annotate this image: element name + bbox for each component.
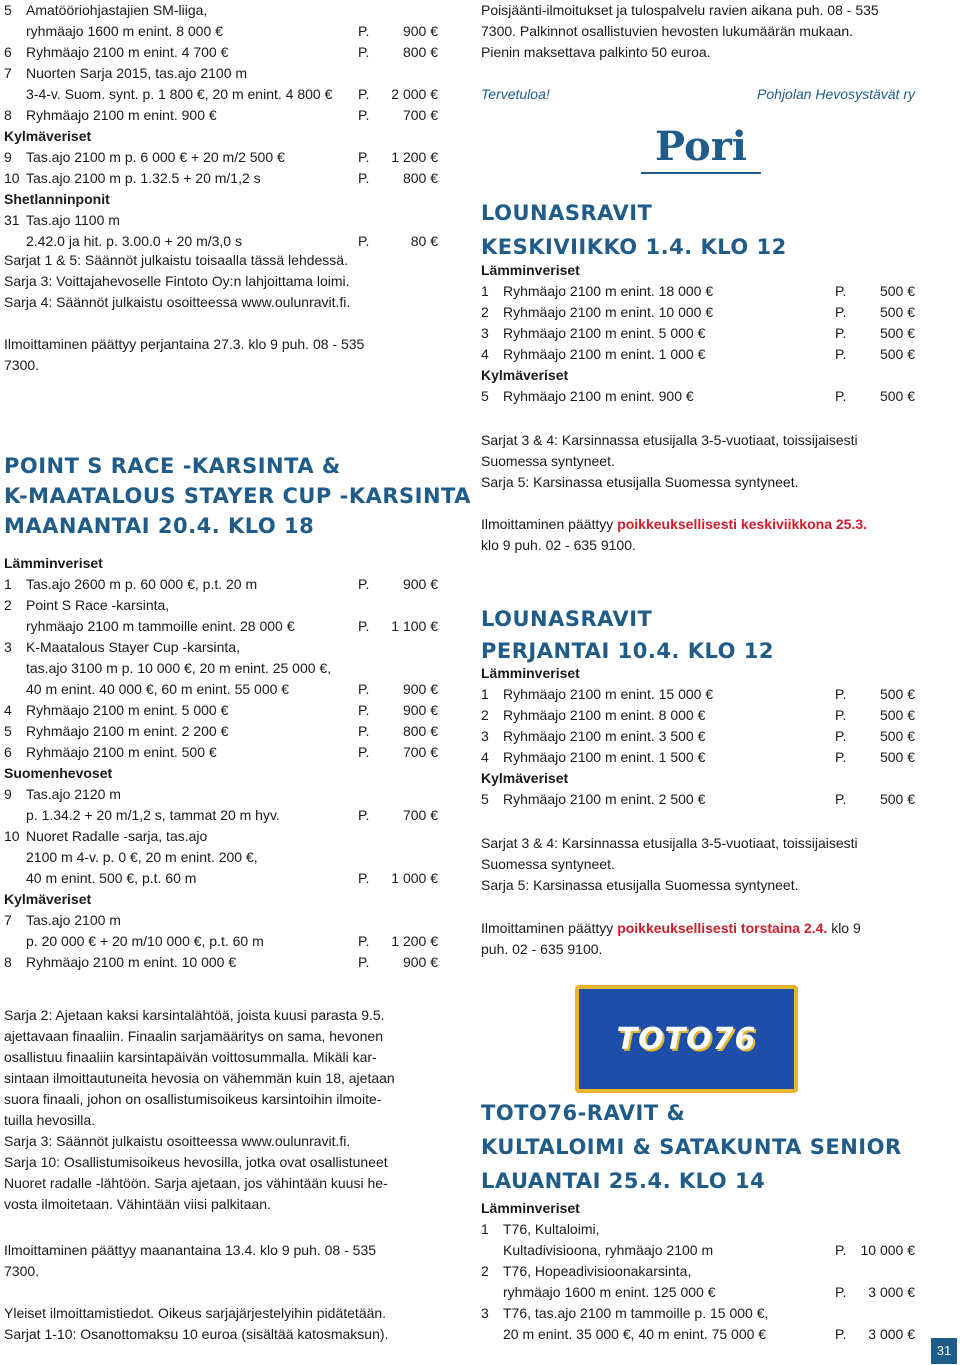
race-number: 1 — [481, 1221, 489, 1237]
prize-label: P. — [358, 149, 370, 165]
intro-text — [481, 0, 921, 63]
race-number: 3 — [481, 728, 489, 744]
race-description: 40 m enint. 40 000 €, 60 m enint. 55 000 € — [26, 681, 290, 697]
race-row — [481, 302, 921, 323]
race-row — [481, 386, 921, 407]
race-description: 20 m enint. 35 000 €, 40 m enint. 75 000 € — [503, 1326, 767, 1342]
section-subheading: Lämminveriset — [481, 665, 580, 681]
prize-label: P. — [835, 325, 847, 341]
registration-note-2 — [4, 1240, 444, 1282]
race-row — [481, 1303, 921, 1324]
race-list-1 — [481, 260, 921, 407]
race-description: Ryhmäajo 2100 m enint. 900 € — [26, 107, 217, 123]
notes-2 — [481, 833, 921, 896]
race-description: ryhmäajo 1600 m enint. 125 000 € — [503, 1284, 716, 1300]
prize-label: P. — [835, 346, 847, 362]
prize-label: P. — [358, 702, 370, 718]
race-description: Ryhmäajo 2100 m enint. 5 000 € — [503, 325, 706, 341]
race-row — [4, 168, 444, 189]
text-line: Sarjat 1 & 5: Säännöt julkaistu toisaalla tässä lehdessä. — [4, 252, 348, 268]
race-description: ryhmäajo 1600 m enint. 8 000 € — [26, 23, 223, 39]
section-subheading: Kylmäveriset — [4, 891, 92, 907]
text-line: LAUANTAI 25.4. KLO 14 — [481, 1169, 766, 1193]
race-description: Ryhmäajo 2100 m enint. 10 000 € — [503, 304, 714, 320]
greeting-row — [481, 84, 921, 105]
welcome-text: Tervetuloa! — [481, 86, 550, 102]
prize-amount: 500 € — [879, 283, 915, 299]
text-line: Nuoret radalle -lähtöön. Sarja ajetaan, jos vähintään kuusi he- — [4, 1175, 388, 1191]
event-heading-3 — [481, 1096, 921, 1198]
race-row — [481, 747, 921, 768]
prize-amount: 1 100 € — [391, 618, 438, 634]
prize-label: P. — [835, 388, 847, 404]
race-row — [481, 1240, 921, 1261]
text-line: POINT S RACE -KARSINTA & — [4, 454, 341, 478]
race-description: Kultadivisioona, ryhmäajo 2100 m — [503, 1242, 714, 1258]
prize-label: P. — [358, 86, 370, 102]
text-line: Sarjat 1-10: Osanottomaksu 10 euroa (sisältää katosmaksun). — [4, 1326, 389, 1342]
text-line: Sarja 4: Säännöt julkaistu osoitteessa www.oulunravit.fi. — [4, 294, 351, 310]
race-description: tas.ajo 3100 m p. 10 000 €, 20 m enint. 25 000 €, — [26, 660, 332, 676]
prize-amount: 900 € — [402, 954, 438, 970]
race-row — [4, 952, 444, 973]
race-row — [481, 1261, 921, 1282]
section-subheading: Kylmäveriset — [481, 770, 569, 786]
race-description: Amatööriohjastajien SM-liiga, — [26, 2, 208, 18]
text-line: ajettavaan finaaliin. Finaalin sarjamääritys on sama, hevonen — [4, 1028, 383, 1044]
race-row — [481, 323, 921, 344]
city-title-block — [481, 122, 921, 174]
race-description: 40 m enint. 500 €, p.t. 60 m — [26, 870, 197, 886]
race-number: 10 — [4, 828, 20, 844]
text-line: tuilla hevosilla. — [4, 1112, 96, 1128]
prize-amount: 1 200 € — [391, 149, 438, 165]
race-number: 5 — [481, 791, 489, 807]
race-number: 1 — [481, 283, 489, 299]
prize-label: P. — [835, 1326, 847, 1342]
prize-label: P. — [358, 933, 370, 949]
race-description: Ryhmäajo 2100 m enint. 2 500 € — [503, 791, 706, 807]
race-row — [481, 789, 921, 810]
race-row — [4, 931, 444, 952]
race-row — [481, 705, 921, 726]
text-line: sintaan ilmoittautuneita hevosia on vähemmän kuin 18, ajetaan — [4, 1070, 395, 1086]
race-row — [4, 742, 444, 763]
race-description: 2.42.0 ja hit. p. 3.00.0 + 20 m/3,0 s — [26, 233, 242, 249]
race-description: T76, Hopeadivisioonakarsinta, — [503, 1263, 692, 1279]
prize-amount: 800 € — [402, 723, 438, 739]
prize-amount: 500 € — [879, 791, 915, 807]
race-description: Tas.ajo 2120 m — [26, 786, 121, 802]
text-line: Sarja 5: Karsinassa etusijalla Suomessa syntyneet. — [481, 474, 799, 490]
race-number: 4 — [481, 749, 489, 765]
race-number: 5 — [4, 723, 12, 739]
race-number: 9 — [4, 149, 12, 165]
prize-amount: 700 € — [402, 744, 438, 760]
text-line: MAANANTAI 20.4. KLO 18 — [4, 514, 315, 538]
race-row — [4, 105, 444, 126]
race-row — [4, 42, 444, 63]
race-row — [4, 658, 444, 679]
race-number: 2 — [481, 1263, 489, 1279]
race-number: 6 — [4, 44, 12, 60]
prize-label: P. — [358, 723, 370, 739]
race-row — [4, 147, 444, 168]
notes-1 — [481, 430, 921, 493]
text-line: Sarja 3: Voittajahevoselle Fintoto Oy:n lahjoittama loimi. — [4, 273, 350, 289]
race-row — [4, 910, 444, 931]
prize-amount: 500 € — [879, 304, 915, 320]
race-row — [4, 63, 444, 84]
race-description: Ryhmäajo 2100 m enint. 8 000 € — [503, 707, 706, 723]
event-heading-point-s — [4, 451, 471, 541]
race-description: Ryhmäajo 2100 m enint. 900 € — [503, 388, 694, 404]
race-description: 3-4-v. Suom. synt. p. 1 800 €, 20 m enint. 4 800 € — [26, 86, 333, 102]
race-row — [4, 0, 444, 21]
race-number: 2 — [481, 304, 489, 320]
race-row — [4, 616, 444, 637]
section-subheading: Lämminveriset — [481, 1200, 580, 1216]
race-row — [4, 595, 444, 616]
race-description: Ryhmäajo 2100 m enint. 18 000 € — [503, 283, 714, 299]
prize-label: P. — [358, 170, 370, 186]
race-number: 8 — [4, 107, 12, 123]
race-description: Ryhmäajo 2100 m enint. 500 € — [26, 744, 217, 760]
prize-label: P. — [835, 707, 847, 723]
race-description: Tas.ajo 2600 m p. 60 000 €, p.t. 20 m — [26, 576, 258, 592]
race-number: 3 — [4, 639, 12, 655]
race-row — [481, 1282, 921, 1303]
prize-label: P. — [835, 686, 847, 702]
prize-label: P. — [835, 283, 847, 299]
prize-amount: 3 000 € — [868, 1284, 915, 1300]
race-number: 3 — [481, 1305, 489, 1321]
race-description: ryhmäajo 2100 m tammoille enint. 28 000 € — [26, 618, 295, 634]
city-title: Pori — [655, 123, 747, 170]
race-number: 4 — [481, 346, 489, 362]
race-row — [481, 1324, 921, 1345]
race-description: K-Maatalous Stayer Cup -karsinta, — [26, 639, 240, 655]
city-underline — [641, 172, 761, 174]
toto76-logo: TOTO76 — [575, 985, 798, 1093]
prize-amount: 800 € — [402, 170, 438, 186]
page-number: 31 — [931, 1338, 957, 1364]
race-row — [4, 700, 444, 721]
prize-amount: 800 € — [402, 44, 438, 60]
race-description: p. 20 000 € + 20 m/10 000 €, p.t. 60 m — [26, 933, 264, 949]
race-number: 8 — [4, 954, 12, 970]
prize-amount: 500 € — [879, 346, 915, 362]
registration-2: Ilmoittaminen päättyy poikkeuksellisesti torstaina 2.4. klo 9 puh. 02 - 635 9100. — [481, 920, 861, 957]
text-line: vosta ilmoitetaan. Vähintään viisi palkitaan. — [4, 1196, 271, 1212]
race-list-point-s — [4, 553, 444, 973]
prize-label: P. — [835, 728, 847, 744]
prize-amount: 900 € — [402, 23, 438, 39]
text-line: 7300. Palkinnot osallistuvien hevosten lukumäärän mukaan. — [481, 23, 854, 39]
text-line: Ilmoittaminen päättyy perjantaina 27.3. klo 9 puh. 08 - 535 — [4, 336, 365, 352]
prize-amount: 3 000 € — [868, 1326, 915, 1342]
race-description: Ryhmäajo 2100 m enint. 4 700 € — [26, 44, 229, 60]
race-row — [4, 847, 444, 868]
race-description: Ryhmäajo 2100 m enint. 10 000 € — [26, 954, 237, 970]
text-line: 7300. — [4, 357, 40, 373]
text-line: KULTALOIMI & SATAKUNTA SENIOR — [481, 1135, 902, 1159]
section-subheading: Suomenhevoset — [4, 765, 113, 781]
prize-amount: 500 € — [879, 388, 915, 404]
text-line: suora finaali, johon on osallistumisoikeus karsintoihin ilmoite- — [4, 1091, 382, 1107]
race-row — [4, 805, 444, 826]
prize-amount: 900 € — [402, 702, 438, 718]
text-line: Suomessa syntyneet. — [481, 856, 615, 872]
prize-amount: 2 000 € — [391, 86, 438, 102]
text-line: osallistuu finaaliin karsintapäivän voittosummalla. Mikäli kar- — [4, 1049, 377, 1065]
prize-amount: 1 000 € — [391, 870, 438, 886]
race-description: Point S Race -karsinta, — [26, 597, 170, 613]
prize-amount: 700 € — [402, 807, 438, 823]
race-list-3 — [481, 1198, 921, 1345]
registration-note — [4, 334, 444, 376]
race-description: Ryhmäajo 2100 m enint. 3 500 € — [503, 728, 706, 744]
race-description: Ryhmäajo 2100 m enint. 15 000 € — [503, 686, 714, 702]
race-description: T76, tas.ajo 2100 m tammoille p. 15 000 €, — [503, 1305, 769, 1321]
text-line: K-MAATALOUS STAYER CUP -KARSINTA — [4, 484, 471, 508]
prize-label: P. — [358, 954, 370, 970]
race-number: 31 — [4, 212, 20, 228]
text-line: Sarjat 3 & 4: Karsinnassa etusijalla 3-5-vuotiaat, toissijaisesti — [481, 835, 858, 851]
prize-label: P. — [835, 304, 847, 320]
race-number: 9 — [4, 786, 12, 802]
prize-amount: 500 € — [879, 707, 915, 723]
race-number: 6 — [4, 744, 12, 760]
race-row — [4, 868, 444, 889]
text-line: Sarjat 3 & 4: Karsinnassa etusijalla 3-5-vuotiaat, toissijaisesti — [481, 432, 858, 448]
prize-amount: 900 € — [402, 681, 438, 697]
race-description: Tas.ajo 2100 m — [26, 912, 121, 928]
prize-amount: 700 € — [402, 107, 438, 123]
registration-1: Ilmoittaminen päättyy poikkeuksellisesti keskiviikkona 25.3. klo 9 puh. 02 - 635 9100. — [481, 516, 868, 553]
race-description: Ryhmäajo 2100 m enint. 1 000 € — [503, 346, 706, 362]
race-number: 7 — [4, 912, 12, 928]
race-description: Tas.ajo 2100 m p. 6 000 € + 20 m/2 500 € — [26, 149, 285, 165]
prize-label: P. — [835, 791, 847, 807]
prize-label: P. — [358, 744, 370, 760]
event-heading-1 — [481, 196, 921, 264]
section-subheading: Kylmäveriset — [4, 128, 92, 144]
text-line: Ilmoittaminen päättyy maanantaina 13.4. klo 9 puh. 08 - 535 — [4, 1242, 377, 1258]
prize-amount: 500 € — [879, 749, 915, 765]
prize-label: P. — [358, 107, 370, 123]
text-line: TOTO76-RAVIT & — [481, 1101, 686, 1125]
race-number: 10 — [4, 170, 20, 186]
prize-label: P. — [358, 576, 370, 592]
event-heading-2 — [481, 603, 921, 667]
text-line: Pienin maksettava palkinto 50 euroa. — [481, 44, 711, 60]
race-list-top — [4, 0, 444, 252]
race-row — [481, 1219, 921, 1240]
rules-paragraph — [4, 1005, 444, 1215]
race-description: Nuoret Radalle -sarja, tas.ajo — [26, 828, 208, 844]
race-number: 4 — [4, 702, 12, 718]
deadline-highlight-2: poikkeuksellisesti torstaina 2.4. — [617, 920, 828, 936]
race-row — [4, 21, 444, 42]
race-row — [4, 231, 444, 252]
race-row — [481, 726, 921, 747]
text-line: Yleiset ilmoittamistiedot. Oikeus sarjajärjestelyihin pidätetään. — [4, 1305, 387, 1321]
race-row — [481, 344, 921, 365]
race-number: 7 — [4, 65, 12, 81]
race-number: 3 — [481, 325, 489, 341]
race-row — [4, 574, 444, 595]
race-row — [481, 281, 921, 302]
race-row — [4, 210, 444, 231]
text-line: Sarja 10: Osallistumisoikeus hevosilla, jotka ovat osallistuneet — [4, 1154, 388, 1170]
race-row — [4, 721, 444, 742]
prize-amount: 500 € — [879, 686, 915, 702]
race-row — [4, 826, 444, 847]
deadline-highlight: poikkeuksellisesti keskiviikkona 25.3. — [617, 516, 868, 532]
race-row — [4, 637, 444, 658]
prize-label: P. — [358, 870, 370, 886]
prize-amount: 500 € — [879, 325, 915, 341]
race-description: Tas.ajo 1100 m — [26, 212, 120, 228]
race-number: 5 — [481, 388, 489, 404]
prize-label: P. — [835, 1284, 847, 1300]
section-subheading: Lämminveriset — [481, 262, 580, 278]
race-row — [4, 84, 444, 105]
race-number: 1 — [4, 576, 12, 592]
prize-amount: 1 200 € — [391, 933, 438, 949]
notes-block — [4, 250, 444, 313]
race-description: Ryhmäajo 2100 m enint. 2 200 € — [26, 723, 229, 739]
race-description: Ryhmäajo 2100 m enint. 5 000 € — [26, 702, 229, 718]
race-row — [4, 784, 444, 805]
section-subheading: Lämminveriset — [4, 555, 103, 571]
race-list-2 — [481, 663, 921, 810]
section-subheading: Kylmäveriset — [481, 367, 569, 383]
general-info — [4, 1303, 444, 1345]
race-description: Ryhmäajo 2100 m enint. 1 500 € — [503, 749, 706, 765]
text-line: LOUNASRAVIT — [481, 201, 653, 225]
text-line: Sarja 2: Ajetaan kaksi karsintalähtöä, joista kuusi parasta 9.5. — [4, 1007, 385, 1023]
text-line: Sarja 5: Karsinassa etusijalla Suomessa syntyneet. — [481, 877, 799, 893]
race-row — [481, 684, 921, 705]
prize-label: P. — [835, 749, 847, 765]
prize-amount: 10 000 € — [860, 1242, 915, 1258]
text-line: KESKIVIIKKO 1.4. KLO 12 — [481, 235, 787, 259]
prize-amount: 500 € — [879, 728, 915, 744]
race-number: 2 — [4, 597, 12, 613]
prize-label: P. — [835, 1242, 847, 1258]
prize-label: P. — [358, 233, 370, 249]
prize-label: P. — [358, 618, 370, 634]
text-line: LOUNASRAVIT — [481, 607, 653, 631]
race-description: Tas.ajo 2100 m p. 1.32.5 + 20 m/1,2 s — [26, 170, 261, 186]
race-row — [4, 679, 444, 700]
prize-amount: 80 € — [410, 233, 438, 249]
text-line: Suomessa syntyneet. — [481, 453, 615, 469]
text-line: Sarja 3: Säännöt julkaistu osoitteessa www.oulunravit.fi. — [4, 1133, 351, 1149]
prize-amount: 900 € — [402, 576, 438, 592]
race-number: 1 — [481, 686, 489, 702]
text-line: Poisjäänti-ilmoitukset ja tulospalvelu ravien aikana puh. 08 - 535 — [481, 2, 879, 18]
race-description: 2100 m 4-v. p. 0 €, 20 m enint. 200 €, — [26, 849, 258, 865]
prize-label: P. — [358, 44, 370, 60]
race-number: 2 — [481, 707, 489, 723]
race-description: Nuorten Sarja 2015, tas.ajo 2100 m — [26, 65, 248, 81]
race-description: p. 1.34.2 + 20 m/1,2 s, tammat 20 m hyv. — [26, 807, 280, 823]
prize-label: P. — [358, 807, 370, 823]
text-line: PERJANTAI 10.4. KLO 12 — [481, 639, 775, 663]
organizer-name: Pohjolan Hevosystävät ry — [757, 86, 915, 102]
race-description: T76, Kultaloimi, — [503, 1221, 600, 1237]
prize-label: P. — [358, 681, 370, 697]
race-number: 5 — [4, 2, 12, 18]
section-subheading: Shetlanninponit — [4, 191, 110, 207]
text-line: 7300. — [4, 1263, 40, 1279]
prize-label: P. — [358, 23, 370, 39]
